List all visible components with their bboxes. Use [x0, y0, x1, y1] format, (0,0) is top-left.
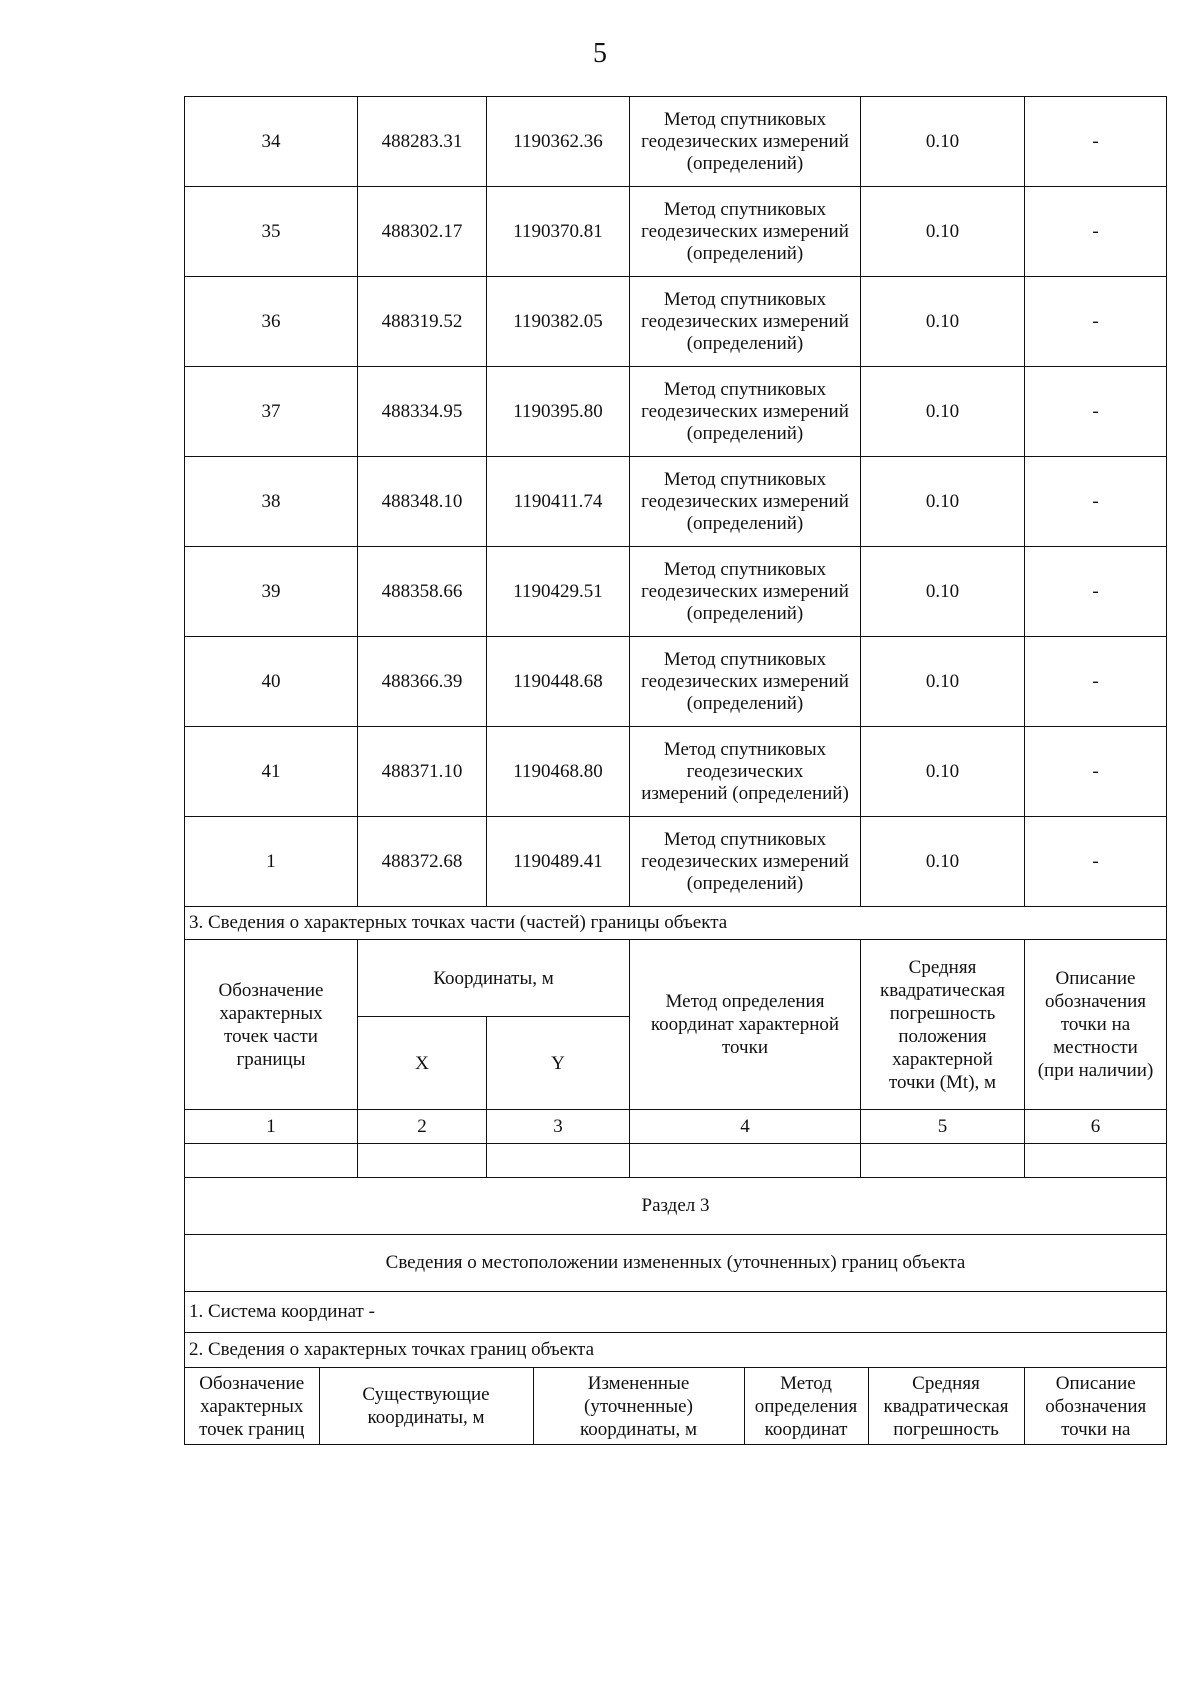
- column-number: 3: [487, 1110, 630, 1144]
- table-row: [185, 367, 1167, 457]
- method-line: геодезических измерений: [641, 310, 849, 332]
- header-y: Y: [487, 1017, 630, 1110]
- boundary-points-table: [184, 96, 1167, 1445]
- method-cell: [630, 97, 861, 187]
- description-cell: -: [1025, 727, 1167, 817]
- method-cell: [630, 817, 861, 907]
- point-cell: 34: [185, 97, 358, 187]
- coordinate-system: 1. Система координат -: [185, 1292, 1167, 1333]
- accuracy-cell: 0.10: [861, 367, 1025, 457]
- method-line: (определений): [686, 872, 804, 894]
- description-cell: -: [1025, 817, 1167, 907]
- description-cell: -: [1025, 457, 1167, 547]
- method-line: Метод спутниковых: [663, 378, 827, 400]
- table-row: [185, 547, 1167, 637]
- method-line: Метод спутниковых: [663, 648, 827, 670]
- point-cell: 41: [185, 727, 358, 817]
- header-designation: Обозначение характерных точек части границы: [185, 940, 358, 1110]
- table-row: [185, 637, 1167, 727]
- accuracy-cell: 0.10: [861, 637, 1025, 727]
- changed-header-designation: Обозначение характерных точек границ: [185, 1368, 319, 1444]
- x-cell: 488366.39: [358, 637, 487, 727]
- page-number: 5: [593, 38, 607, 69]
- point-cell: 39: [185, 547, 358, 637]
- header-description: Описание обозначения точки на местности (при наличии): [1025, 940, 1167, 1110]
- column-number: 4: [630, 1110, 861, 1144]
- method-line: геодезических измерений: [641, 490, 849, 512]
- header-coordinates: Координаты, м: [358, 940, 630, 1017]
- method-line: Метод спутниковых: [663, 558, 827, 580]
- accuracy-cell: 0.10: [861, 97, 1025, 187]
- x-cell: 488358.66: [358, 547, 487, 637]
- razdel-title: Раздел 3: [185, 1178, 1167, 1235]
- method-line: (определений): [686, 242, 804, 264]
- header-x: X: [358, 1017, 487, 1110]
- changed-header-container: [185, 1368, 1167, 1445]
- method-cell: [630, 187, 861, 277]
- method-line: (определений): [686, 512, 804, 534]
- description-cell: -: [1025, 637, 1167, 727]
- changed-boundaries-header: [185, 1368, 1167, 1444]
- point-cell: 37: [185, 367, 358, 457]
- method-line: измерений (определений): [641, 782, 849, 804]
- point-cell: 35: [185, 187, 358, 277]
- method-line: геодезических измерений: [641, 670, 849, 692]
- header-accuracy: Средняя квадратическая погрешность положения характерной точки (Mt), м: [861, 940, 1025, 1110]
- y-cell: 1190362.36: [487, 97, 630, 187]
- razdel-subtitle: Сведения о местоположении измененных (уточненных) границ объекта: [185, 1235, 1167, 1292]
- y-cell: 1190395.80: [487, 367, 630, 457]
- changed-header-accuracy: Средняя квадратическая погрешность: [868, 1368, 1024, 1444]
- y-cell: 1190370.81: [487, 187, 630, 277]
- y-cell: 1190411.74: [487, 457, 630, 547]
- boundary-points-heading: 2. Сведения о характерных точках границ объекта: [185, 1333, 1167, 1368]
- method-cell: [630, 547, 861, 637]
- table-row: [185, 277, 1167, 367]
- point-cell: 1: [185, 817, 358, 907]
- table-row: [185, 727, 1167, 817]
- method-cell: [630, 367, 861, 457]
- x-cell: 488283.31: [358, 97, 487, 187]
- accuracy-cell: 0.10: [861, 817, 1025, 907]
- method-line: (определений): [686, 692, 804, 714]
- changed-header-existing: Существующие координаты, м: [319, 1368, 533, 1444]
- description-cell: -: [1025, 547, 1167, 637]
- accuracy-cell: 0.10: [861, 187, 1025, 277]
- table-row: [185, 187, 1167, 277]
- method-line: геодезических измерений: [641, 400, 849, 422]
- column-numbers-row: [185, 1110, 1167, 1144]
- accuracy-cell: 0.10: [861, 547, 1025, 637]
- x-cell: 488372.68: [358, 817, 487, 907]
- y-cell: 1190468.80: [487, 727, 630, 817]
- method-line: (определений): [686, 152, 804, 174]
- method-line: (определений): [686, 602, 804, 624]
- method-cell: [630, 277, 861, 367]
- method-line: геодезических: [686, 760, 804, 782]
- method-cell: [630, 457, 861, 547]
- column-number: 2: [358, 1110, 487, 1144]
- x-cell: 488348.10: [358, 457, 487, 547]
- x-cell: 488334.95: [358, 367, 487, 457]
- y-cell: 1190448.68: [487, 637, 630, 727]
- method-line: Метод спутниковых: [663, 468, 827, 490]
- changed-header-changed: Измененные (уточненные) координаты, м: [533, 1368, 744, 1444]
- method-line: (определений): [686, 422, 804, 444]
- y-cell: 1190382.05: [487, 277, 630, 367]
- method-line: геодезических измерений: [641, 580, 849, 602]
- point-cell: 36: [185, 277, 358, 367]
- method-line: геодезических измерений: [641, 130, 849, 152]
- header-method: Метод определения координат характерной точки: [630, 940, 861, 1110]
- table-row: [185, 817, 1167, 907]
- point-cell: 40: [185, 637, 358, 727]
- method-line: геодезических измерений: [641, 220, 849, 242]
- empty-row: [185, 1144, 1167, 1178]
- description-cell: -: [1025, 187, 1167, 277]
- method-line: Метод спутниковых: [663, 288, 827, 310]
- column-number: 1: [185, 1110, 358, 1144]
- y-cell: 1190489.41: [487, 817, 630, 907]
- table-row: [185, 97, 1167, 187]
- accuracy-cell: 0.10: [861, 727, 1025, 817]
- method-line: Метод спутниковых: [663, 198, 827, 220]
- method-cell: [630, 637, 861, 727]
- method-line: Метод спутниковых: [663, 738, 827, 760]
- method-line: Метод спутниковых: [663, 108, 827, 130]
- description-cell: -: [1025, 97, 1167, 187]
- x-cell: 488319.52: [358, 277, 487, 367]
- description-cell: -: [1025, 277, 1167, 367]
- changed-header-description: Описание обозначения точки на: [1024, 1368, 1167, 1444]
- column-number: 6: [1025, 1110, 1167, 1144]
- method-line: Метод спутниковых: [663, 828, 827, 850]
- point-cell: 38: [185, 457, 358, 547]
- column-number: 5: [861, 1110, 1025, 1144]
- table-row: [185, 457, 1167, 547]
- accuracy-cell: 0.10: [861, 277, 1025, 367]
- x-cell: 488302.17: [358, 187, 487, 277]
- method-line: (определений): [686, 332, 804, 354]
- accuracy-cell: 0.10: [861, 457, 1025, 547]
- y-cell: 1190429.51: [487, 547, 630, 637]
- section-3-heading: 3. Сведения о характерных точках части (частей) границы объекта: [185, 907, 1167, 940]
- method-cell: [630, 727, 861, 817]
- method-line: геодезических измерений: [641, 850, 849, 872]
- changed-header-method: Метод определения координат: [744, 1368, 868, 1444]
- x-cell: 488371.10: [358, 727, 487, 817]
- description-cell: -: [1025, 367, 1167, 457]
